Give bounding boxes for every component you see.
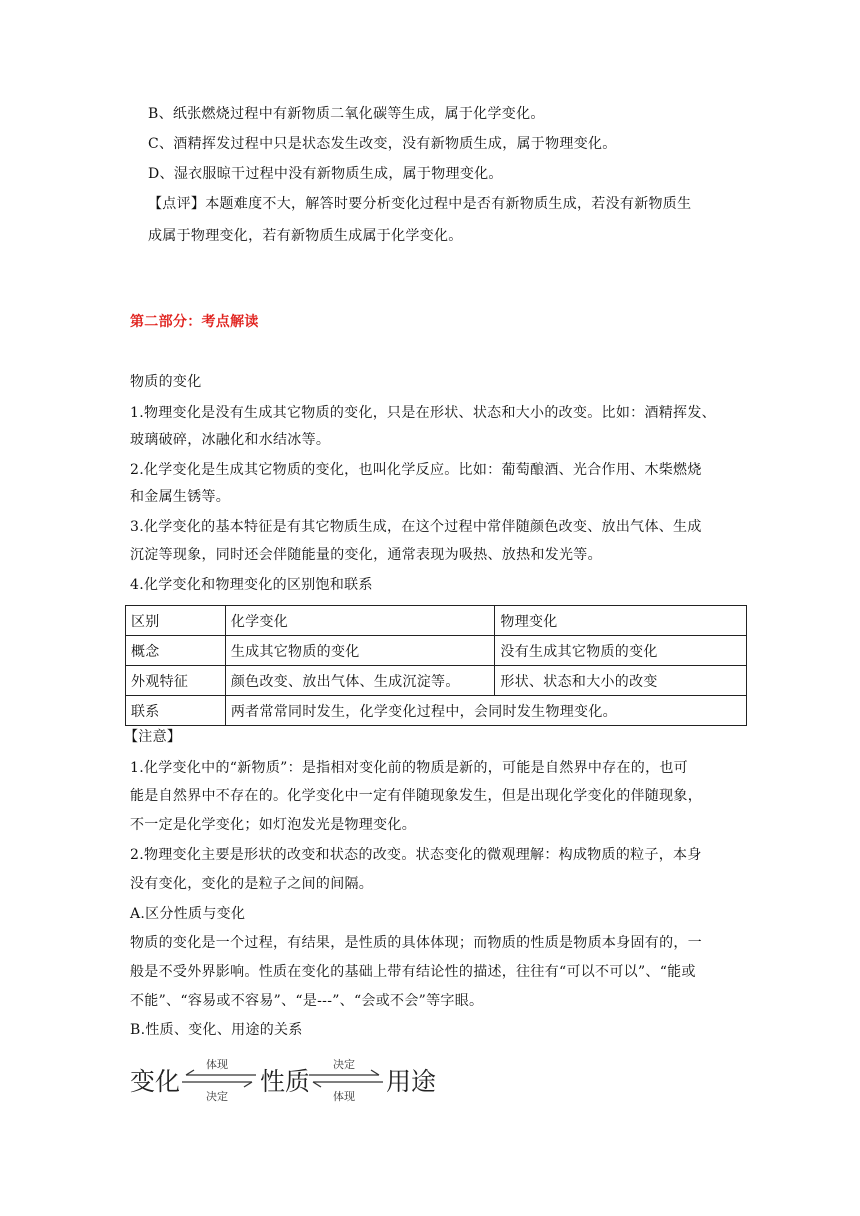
- point-1b: 玻璃破碎，冰融化和水结冰等。: [130, 432, 331, 448]
- option-c: C、酒精挥发过程中只是状态发生改变，没有新物质生成，属于物理变化。: [148, 136, 617, 152]
- table-cell: 联系: [126, 696, 226, 726]
- diagram-property: 性质: [260, 1067, 311, 1096]
- note-2a: 2.物理变化主要是形状的改变和状态的改变。状态变化的微观理解：构成物质的粒子，本身: [130, 847, 702, 863]
- note-1a: 1.化学变化中的“新物质”：是指相对变化前的物质是新的，可能是自然界中存在的，也可: [130, 760, 688, 776]
- topic-heading: 物质的变化: [130, 374, 202, 390]
- comment-line-2: 成属于物理变化，若有新物质生成属于化学变化。: [148, 228, 463, 244]
- arrow-change-property: [180, 1068, 258, 1090]
- point-3b: 沉淀等现象，同时还会伴随能量的变化，通常表现为吸热、放热和发光等。: [130, 547, 602, 563]
- notes-title: 【注意】: [124, 729, 182, 745]
- section-a-title: A.区分性质与变化: [130, 906, 246, 922]
- point-3a: 3.化学变化的基本特征是有其它物质生成，在这个过程中常伴随颜色改变、放出气体、生成: [130, 519, 702, 535]
- point-2b: 和金属生锈等。: [130, 489, 231, 505]
- section-a-line-3: 不能”、“容易或不容易”、“是---”、“会或不会”等字眼。: [130, 993, 484, 1009]
- table-header-cell: 物理变化: [495, 606, 747, 636]
- arrow2-top-label: 决定: [333, 1058, 355, 1071]
- section-a-line-1: 物质的变化是一个过程，有结果，是性质的具体体现；而物质的性质是物质本身固有的，一: [130, 935, 702, 951]
- diagram-use: 用途: [386, 1067, 437, 1096]
- table-header-cell: 区别: [126, 606, 226, 636]
- point-4: 4.化学变化和物理变化的区别饱和联系: [130, 577, 373, 593]
- table-row: [126, 636, 747, 666]
- point-1a: 1.物理变化是没有生成其它物质的变化，只是在形状、状态和大小的改变。比如：酒精挥发、: [130, 405, 716, 421]
- table-cell: 生成其它物质的变化: [225, 636, 495, 666]
- table-cell: 概念: [126, 636, 226, 666]
- note-1b: 能是自然界中不存在的。化学变化中一定有伴随现象发生，但是出现化学变化的伴随现象，: [130, 788, 702, 804]
- arrow2-bottom-label: 体现: [333, 1090, 355, 1103]
- table-row: [126, 666, 747, 696]
- relation-diagram: [130, 1052, 440, 1108]
- comment-line-1: 【点评】本题难度不大，解答时要分析变化过程中是否有新物质生成，若没有新物质生: [148, 196, 692, 212]
- table-cell: 没有生成其它物质的变化: [495, 636, 747, 666]
- arrow1-bottom-label: 决定: [206, 1090, 228, 1103]
- table-header-row: [126, 606, 747, 636]
- option-b: B、纸张燃烧过程中有新物质二氧化碳等生成，属于化学变化。: [148, 106, 545, 122]
- diagram-change: 变化: [130, 1067, 181, 1096]
- table-cell: 外观特征: [126, 666, 226, 696]
- arrow1-top-label: 体现: [206, 1058, 228, 1071]
- section-a-line-2: 般是不受外界影响。性质在变化的基础上带有结论性的描述，往往有“可以不可以”、“能或: [130, 964, 696, 980]
- table-header-cell: 化学变化: [225, 606, 495, 636]
- table-cell: 形状、状态和大小的改变: [495, 666, 747, 696]
- comparison-table: [125, 605, 747, 726]
- note-2b: 没有变化，变化的是粒子之间的间隔。: [130, 876, 374, 892]
- section-b-title: B.性质、变化、用途的关系: [130, 1022, 303, 1038]
- table-cell: 颜色改变、放出气体、生成沉淀等。: [225, 666, 495, 696]
- section-title: 第二部分：考点解读: [130, 314, 259, 330]
- table-row: [126, 696, 747, 726]
- table-cell: 两者常常同时发生，化学变化过程中，会同时发生物理变化。: [225, 696, 746, 726]
- note-1c: 不一定是化学变化；如灯泡发光是物理变化。: [130, 817, 416, 833]
- arrow-property-use: [307, 1068, 385, 1090]
- point-2a: 2.化学变化是生成其它物质的变化，也叫化学反应。比如：葡萄酿酒、光合作用、木柴燃烧: [130, 462, 702, 478]
- option-d: D、湿衣服晾干过程中没有新物质生成，属于物理变化。: [148, 166, 503, 182]
